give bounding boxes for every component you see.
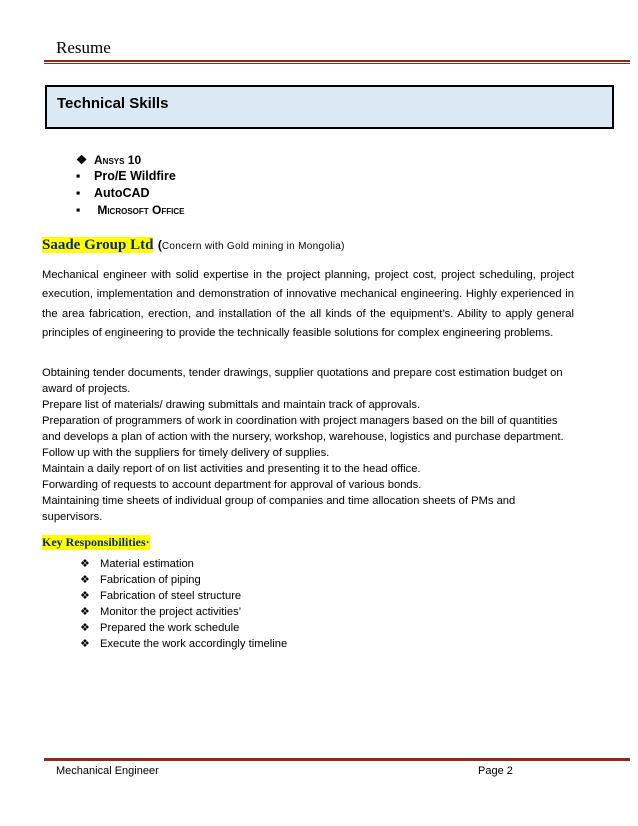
skill-text: AutoCAD bbox=[94, 186, 150, 200]
footer-page-number: Page 2 bbox=[478, 765, 513, 777]
responsibility-text: Execute the work accordingly timeline bbox=[100, 638, 288, 650]
responsibility-text: Fabrication of steel structure bbox=[100, 590, 242, 602]
skill-text: Ansys 10 bbox=[94, 153, 142, 167]
square-bullet-icon: ▪ bbox=[76, 203, 81, 217]
list-item bbox=[80, 621, 239, 634]
diamond-bullet-icon: ❖ bbox=[80, 590, 90, 602]
square-bullet-icon: ▪ bbox=[76, 169, 81, 183]
list-item bbox=[76, 203, 184, 217]
footer-job-title: Mechanical Engineer bbox=[56, 765, 159, 777]
company-name: Saade Group Ltd bbox=[42, 237, 154, 253]
technical-skills-heading: Technical Skills bbox=[57, 95, 169, 112]
skill-text: Microsoft Office bbox=[94, 203, 185, 217]
company-note-paren: ( bbox=[157, 238, 162, 252]
list-item bbox=[80, 589, 241, 602]
list-item bbox=[80, 605, 241, 618]
list-item bbox=[76, 186, 150, 200]
page-header-title: Resume bbox=[56, 38, 111, 57]
diamond-bullet-icon: ❖ bbox=[80, 638, 90, 650]
responsibility-text: Material estimation bbox=[100, 558, 194, 570]
duty-line: Maintain a daily report of on list activities and presenting it to the head office. bbox=[42, 463, 421, 475]
responsibility-text: Monitor the project activities’ bbox=[100, 606, 242, 618]
responsibility-text: Prepared the work schedule bbox=[100, 622, 240, 634]
diamond-bullet-icon: ❖ bbox=[80, 574, 90, 586]
skill-text: Pro/E Wildfire bbox=[94, 169, 176, 183]
company-line bbox=[42, 236, 345, 254]
header-rule-thin bbox=[44, 63, 630, 64]
list-item bbox=[76, 152, 141, 167]
key-responsibilities-heading: Key Responsibilities· bbox=[42, 535, 150, 549]
duty-line: Maintaining time sheets of individual group of companies and time allocation sheets of PMs and supervisors. bbox=[42, 495, 516, 523]
duty-line: Prepare list of materials/ drawing submittals and maintain track of approvals. bbox=[42, 399, 421, 411]
list-item bbox=[76, 169, 176, 183]
list-item bbox=[80, 557, 194, 570]
header-rule-thick bbox=[44, 60, 630, 62]
responsibility-text: Fabrication of piping bbox=[100, 574, 201, 586]
diamond-bullet-icon: ❖ bbox=[80, 622, 90, 634]
company-note: Concern with Gold mining in Mongolia) bbox=[161, 241, 345, 252]
summary-paragraph: Mechanical engineer with solid expertise in the project planning, project cost, project scheduling, project execution, implementation and demonstration of innovative mechanical engineering. Highly experienced in the area fabrication, erection, and installation of the all kinds of the equipment’s. Ability to apply general principles of engineering to provide the technically feasible solutions for complex engineering problems. bbox=[42, 269, 574, 340]
list-item bbox=[80, 637, 287, 650]
footer-rule bbox=[44, 758, 630, 761]
square-bullet-icon: ▪ bbox=[76, 186, 81, 200]
duty-line: Follow up with the suppliers for timely delivery of supplies. bbox=[42, 447, 330, 459]
duty-line: Preparation of programmers of work in coordination with project managers based on the bill of quantities and develops a plan of action with the nursery, workshop, warehouse, logistics and purchase department. bbox=[42, 415, 564, 443]
diamond-bullet-icon: ❖ bbox=[76, 153, 88, 167]
technical-skills-box bbox=[45, 85, 614, 129]
duty-line: Obtaining tender documents, tender drawings, supplier quotations and prepare cost estimation budget on award of projects. bbox=[42, 367, 563, 395]
diamond-bullet-icon: ❖ bbox=[80, 606, 90, 618]
duties-paragraph bbox=[42, 365, 574, 525]
duty-line: Forwarding of requests to account department for approval of various bonds. bbox=[42, 479, 422, 491]
list-item bbox=[80, 573, 201, 586]
diamond-bullet-icon: ❖ bbox=[80, 558, 90, 570]
